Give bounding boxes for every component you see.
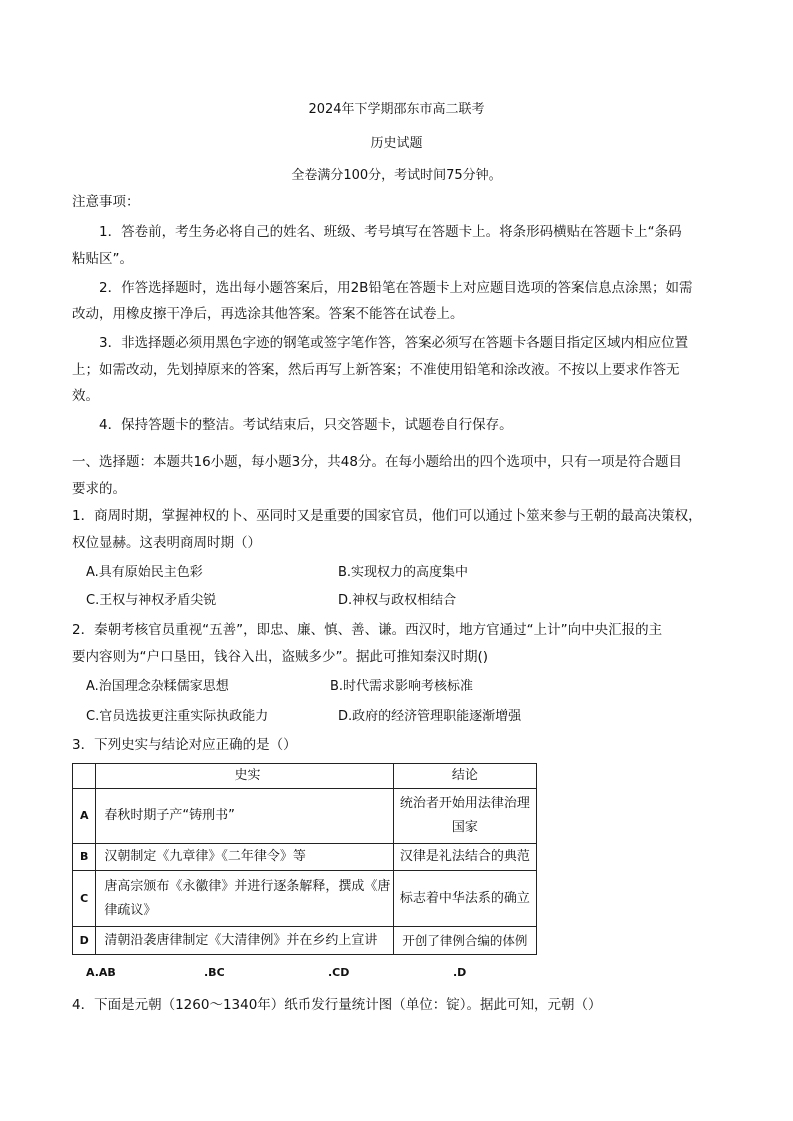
q2-stem-line-1: 2．秦朝考核官员重视“五善”，即忠、廉、慎、善、谦。西汉时，地方官通过“上计”向中央汇报的主 [72,622,663,638]
q3-header-blank [73,764,96,789]
row-conclusion: 开创了律例合编的体例 [393,927,536,955]
q4-stem: 4．下面是元朝（1260～1340年）纸币发行量统计图（单位：锭）。据此可知，元朝（） [72,997,602,1013]
q3-table-header [73,764,537,789]
q2-option-c: C.官员选拔更注重实际执政能力 [86,709,269,724]
row-label: B [73,844,96,871]
exam-title: 2024年下学期邵东市高二联考 [308,102,485,117]
row-fact: 春秋时期子产“铸刑书” [96,789,393,844]
q2-stem-line-2: 要内容则为“户口垦田，钱谷入出，盗贼多少”。据此可推知秦汉时期() [72,649,489,665]
notice-item-1-line-1: 1．答卷前，考生务必将自己的姓名、班级、考号填写在答题卡上。将条形码横贴在答题卡上“条码 [99,224,682,240]
q3-header-fact: 史实 [96,764,393,789]
q3-header-conclusion: 结论 [393,764,536,789]
notice-item-3-line-2: 上；如需改动，先划掉原来的答案，然后再写上新答案；不准使用铅笔和涂改液。不按以上要求作答无 [72,362,680,378]
q1-stem-line-2: 权位显赫。这表明商周时期（） [72,535,261,551]
section-1-line-2: 要求的。 [72,481,126,497]
row-fact: 清朝沿袭唐律制定《大清律例》并在乡约上宣讲 [96,927,393,955]
subject-title: 历史试题 [370,136,423,151]
q3-answer-c: .CD [328,966,350,979]
q3-answer-a: A.AB [86,966,116,979]
notice-item-2-line-2: 改动，用橡皮擦干净后，再选涂其他答案。答案不能答在试卷上。 [72,306,464,322]
notice-item-3-line-3: 效。 [72,388,99,404]
table-row [73,789,537,844]
q1-option-a: A.具有原始民主色彩 [86,565,203,580]
q1-option-c: C.王权与神权矛盾尖锐 [86,593,217,608]
q3-answer-d: .D [453,966,467,979]
row-fact: 汉朝制定《九章律》《二年律令》等 [96,844,393,871]
q1-stem-line-1: 1．商周时期，掌握神权的卜、巫同时又是重要的国家官员，他们可以通过卜筮来参与王朝的最高决策权， [72,508,702,524]
q2-option-a: A.治国理念杂糅儒家思想 [86,679,229,694]
q3-answer-b: .BC [204,966,225,979]
q1-option-b: B.实现权力的高度集中 [338,565,469,580]
notice-title: 注意事项： [72,194,140,210]
row-conclusion: 标志着中华法系的确立 [393,871,536,927]
table-row [73,871,537,927]
row-conclusion: 汉律是礼法结合的典范 [393,844,536,871]
q3-stem: 3．下列史实与结论对应正确的是（） [72,737,297,753]
section-1-line-1: 一、选择题：本题共16小题，每小题3分，共48分。在每小题给出的四个选项中，只有一项是符合题目 [72,454,682,470]
notice-item-2-line-1: 2．作答选择题时，选出每小题答案后，用2B铅笔在答题卡上对应题目选项的答案信息点涂黑；如需 [99,280,693,296]
row-conclusion: 统治者开始用法律治理国家 [393,789,536,844]
table-row [73,844,537,871]
score-time: 全卷满分100分，考试时间75分钟。 [291,168,502,183]
row-label: D [73,927,96,955]
row-fact: 唐高宗颁布《永徽律》并进行逐条解释，撰成《唐律疏议》 [96,871,393,927]
q3-table [72,763,537,955]
table-row [73,927,537,955]
notice-item-3-line-1: 3．非选择题必须用黑色字迹的钢笔或签字笔作答，答案必须写在答题卡各题目指定区域内相应位置 [99,335,689,351]
notice-item-1-line-2: 粘贴区”。 [72,251,133,267]
q1-option-d: D.神权与政权相结合 [338,593,457,608]
row-label: C [73,871,96,927]
notice-item-4-line-1: 4．保持答题卡的整洁。考试结束后，只交答题卡，试题卷自行保存。 [99,417,513,433]
q2-option-d: D.政府的经济管理职能逐渐增强 [338,709,522,724]
row-label: A [73,789,96,844]
q2-option-b: B.时代需求影响考核标准 [330,679,474,694]
